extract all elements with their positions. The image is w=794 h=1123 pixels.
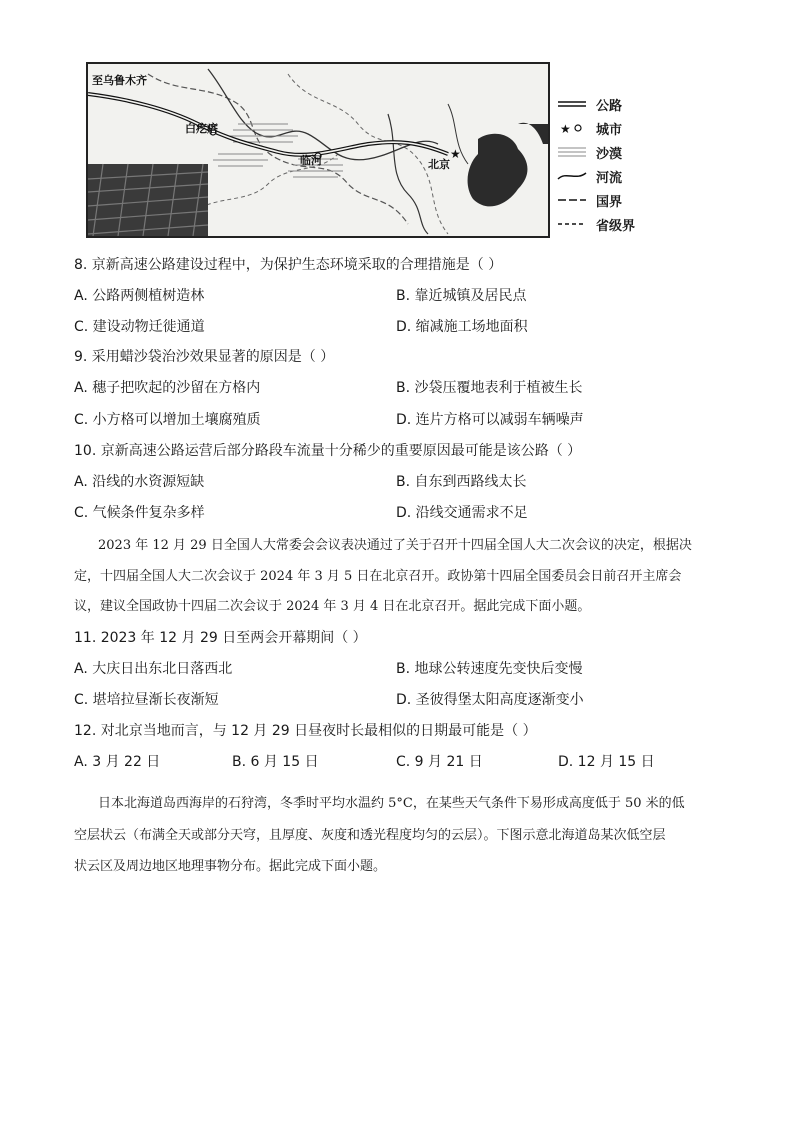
passage-1-line-3: 议，建议全国政协十四届二次会议于 2024 年 3 月 4 日在北京召开。据此完成下面小题。 xyxy=(74,599,591,614)
legend-item-desert xyxy=(556,140,666,164)
legend-label-river: 河流 xyxy=(596,170,623,186)
legend-label-provincial-border: 省级界 xyxy=(596,218,636,234)
national-border-symbol xyxy=(556,193,590,207)
beijing-label: 北京 xyxy=(428,158,450,171)
question-8-stem: 8. 京新高速公路建设过程中，为保护生态环境采取的合理措施是（ ） xyxy=(74,257,503,273)
question-11-option-c[interactable]: C. 堪培拉昼渐长夜渐短 xyxy=(74,692,219,708)
passage-2-line-2: 空层状云（布满全天或部分天穹，且厚度、灰度和透光程度均匀的云层）。下图示意北海道岛某次低空层 xyxy=(74,828,666,843)
highway-map xyxy=(86,62,550,238)
legend-label-highway: 公路 xyxy=(596,98,623,114)
legend-item-national-border xyxy=(556,188,666,212)
legend-label-desert: 沙漠 xyxy=(596,146,623,162)
question-9-option-d[interactable]: D. 连片方格可以减弱车辆噪声 xyxy=(396,412,584,428)
question-10-option-c[interactable]: C. 气候条件复杂多样 xyxy=(74,505,205,521)
river-symbol xyxy=(556,169,590,183)
svg-text:★: ★ xyxy=(560,122,571,135)
legend-item-highway xyxy=(556,92,666,116)
question-12-option-b[interactable]: B. 6 月 15 日 xyxy=(232,754,319,770)
passage-2-line-1: 日本北海道岛西海岸的石狩湾，冬季时平均水温约 5°C，在某些天气条件下易形成高度低于 50 米的低 xyxy=(98,796,685,811)
map-legend xyxy=(556,92,666,236)
city-symbol xyxy=(556,121,590,135)
question-10-option-b[interactable]: B. 自东到西路线太长 xyxy=(396,474,527,490)
legend-item-city xyxy=(556,116,666,140)
question-12-option-a[interactable]: A. 3 月 22 日 xyxy=(74,754,161,770)
question-9-option-a[interactable]: A. 穗子把吹起的沙留在方格内 xyxy=(74,380,261,396)
legend-label-city: 城市 xyxy=(596,122,623,138)
passage-2-line-3: 状云区及周边地区地理事物分布。据此完成下面小题。 xyxy=(74,859,387,874)
question-8-option-b[interactable]: B. 靠近城镇及居民点 xyxy=(396,288,527,304)
question-12-stem: 12. 对北京当地而言，与 12 月 29 日昼夜时长最相似的日期最可能是（ ） xyxy=(74,723,537,739)
question-10-stem: 10. 京新高速公路运营后部分路段车流量十分稀少的重要原因最可能是该公路（ ） xyxy=(74,443,582,459)
question-12-option-c[interactable]: C. 9 月 21 日 xyxy=(396,754,483,770)
legend-item-provincial-border xyxy=(556,212,666,236)
question-11-stem: 11. 2023 年 12 月 29 日至两会开幕期间（ ） xyxy=(74,630,367,646)
linhe-label: 临河 xyxy=(300,154,322,167)
beijing-star-marker: ★ xyxy=(450,147,461,161)
map-drawing xyxy=(88,64,548,236)
desert-symbol xyxy=(556,145,590,159)
legend-label-national-border: 国界 xyxy=(596,194,623,210)
passage-1-line-1: 2023 年 12 月 29 日全国人大常委会会议表决通过了关于召开十四届全国人大二次会议的决定，根据决 xyxy=(98,538,692,553)
to-urumqi-label: 至乌鲁木齐 xyxy=(92,74,147,87)
question-8-option-d[interactable]: D. 缩减施工场地面积 xyxy=(396,319,528,335)
question-8-option-a[interactable]: A. 公路两侧植树造林 xyxy=(74,288,205,304)
question-8-option-c[interactable]: C. 建设动物迁徙通道 xyxy=(74,319,205,335)
question-9-option-c[interactable]: C. 小方格可以增加土壤腐殖质 xyxy=(74,412,261,428)
question-10-option-d[interactable]: D. 沿线交通需求不足 xyxy=(396,505,528,521)
question-11-option-a[interactable]: A. 大庆日出东北日落西北 xyxy=(74,661,233,677)
question-12-option-d[interactable]: D. 12 月 15 日 xyxy=(558,754,655,770)
baiyita-label: 白疙瘩 xyxy=(185,122,218,135)
question-11-option-b[interactable]: B. 地球公转速度先变快后变慢 xyxy=(396,661,583,677)
question-11-option-d[interactable]: D. 圣彼得堡太阳高度逐渐变小 xyxy=(396,692,584,708)
question-10-option-a[interactable]: A. 沿线的水资源短缺 xyxy=(74,474,205,490)
highway-symbol xyxy=(556,97,590,111)
provincial-border-symbol xyxy=(556,217,590,231)
question-9-option-b[interactable]: B. 沙袋压覆地表利于植被生长 xyxy=(396,380,583,396)
question-9-stem: 9. 采用蜡沙袋治沙效果显著的原因是（ ） xyxy=(74,349,335,365)
legend-item-river xyxy=(556,164,666,188)
passage-1-line-2: 定，十四届全国人大二次会议于 2024 年 3 月 5 日在北京召开。政协第十四届全国委员会日前召开主席会 xyxy=(74,569,682,584)
